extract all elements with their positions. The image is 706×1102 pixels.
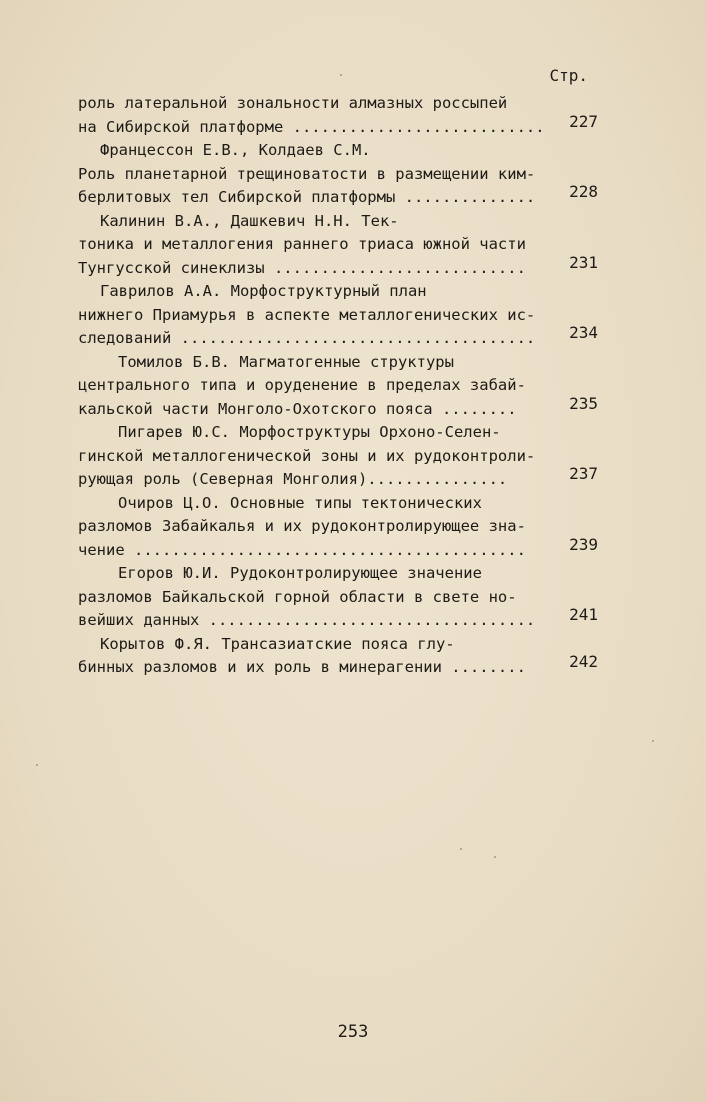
toc-line bbox=[78, 605, 598, 633]
page-column-header: Стр. bbox=[549, 66, 588, 85]
toc-entry-text: роль латеральной зональности алмазных россыпей bbox=[78, 94, 508, 112]
toc-page-number: 231 bbox=[569, 252, 598, 272]
toc-page-number: 234 bbox=[569, 323, 598, 342]
toc-line bbox=[78, 210, 598, 234]
toc-page-number: 227 bbox=[569, 111, 598, 131]
toc-entry-text: следований ...................................... bbox=[78, 329, 536, 347]
toc-line bbox=[78, 182, 598, 210]
toc-entry-text: тоника и металлогения раннего триаса южной части bbox=[78, 235, 526, 253]
toc-entry-text: Роль планетарной трещиноватости в размещении ким- bbox=[78, 164, 536, 183]
toc-entry-authors: Пигарев Ю.С. Морфоструктуры Орхоно-Селен- bbox=[118, 423, 501, 441]
toc-line bbox=[78, 586, 598, 610]
toc-line bbox=[78, 111, 598, 140]
toc-entry-text: Тунгусской синеклизы ........................... bbox=[78, 258, 526, 277]
toc-entry-text: кальской части Монголо-Охотского пояса ........ bbox=[78, 399, 517, 418]
toc-line bbox=[78, 492, 598, 516]
toc-page-number: 228 bbox=[569, 182, 598, 201]
toc-page-number: 242 bbox=[569, 652, 598, 671]
toc-entry-text: разломов Байкальской горной области в свете но- bbox=[78, 587, 517, 606]
toc-page-number: 235 bbox=[569, 393, 598, 413]
toc-line bbox=[78, 515, 598, 539]
toc-line bbox=[78, 393, 598, 422]
toc-line bbox=[78, 421, 598, 445]
toc-entry-text: рующая роль (Северная Монголия)............... bbox=[78, 470, 508, 488]
toc-line bbox=[78, 445, 598, 469]
toc-entry-text: нижнего Приамурья в аспекте металлогенических ис- bbox=[78, 305, 536, 324]
toc-line bbox=[78, 304, 598, 328]
toc-line bbox=[78, 280, 598, 304]
toc-page-number: 237 bbox=[569, 464, 598, 483]
toc-line bbox=[78, 534, 598, 563]
toc-line bbox=[78, 163, 598, 187]
toc-entry-text: центрального типа и оруденение в пределах забай- bbox=[78, 376, 526, 394]
toc-entry-authors: Калинин В.А., Дашкевич Н.Н. Тек- bbox=[100, 211, 399, 230]
toc-line bbox=[78, 652, 598, 680]
paper-speck bbox=[652, 740, 654, 742]
paper-speck bbox=[36, 764, 38, 766]
toc-line bbox=[78, 92, 598, 116]
toc-entry-authors: Томилов Б.В. Магматогенные структуры bbox=[118, 352, 454, 371]
toc-entry-text: бинных разломов и их роль в минерагении ........ bbox=[78, 658, 526, 676]
toc-entry-authors: Корытов Ф.Я. Трансазиатские пояса глу- bbox=[100, 634, 455, 653]
table-of-contents bbox=[78, 92, 598, 680]
toc-line bbox=[78, 351, 598, 375]
toc-entry-authors: Францессон Е.В., Колдаев С.М. bbox=[100, 141, 371, 159]
toc-line bbox=[78, 562, 598, 586]
toc-line bbox=[78, 374, 598, 398]
toc-entry-authors: Очиров Ц.О. Основные типы тектонических bbox=[118, 493, 482, 512]
toc-line bbox=[78, 252, 598, 281]
toc-page-number: 239 bbox=[569, 534, 598, 554]
toc-entry-text: чение .......................................... bbox=[78, 540, 526, 559]
toc-line bbox=[78, 464, 598, 492]
toc-line bbox=[78, 139, 598, 163]
toc-page-number: 241 bbox=[569, 605, 598, 624]
toc-entry-text: гинской металлогенической зоны и их рудоконтроли- bbox=[78, 446, 536, 465]
toc-entry-authors: Гаврилов А.А. Морфоструктурный план bbox=[100, 282, 427, 300]
toc-line bbox=[78, 233, 598, 257]
paper-speck bbox=[460, 848, 462, 850]
toc-entry-text: на Сибирской платформе ........................... bbox=[78, 117, 545, 136]
page-number: 253 bbox=[337, 1022, 369, 1042]
paper-speck bbox=[340, 74, 342, 76]
toc-line bbox=[78, 633, 598, 657]
toc-entry-text: разломов Забайкалья и их рудоконтролирующее зна- bbox=[78, 517, 526, 535]
paper-speck bbox=[494, 856, 496, 858]
toc-entry-text: вейших данных ................................... bbox=[78, 611, 536, 629]
toc-entry-authors: Егоров Ю.И. Рудоконтролирующее значение bbox=[118, 564, 482, 582]
toc-line bbox=[78, 323, 598, 351]
toc-entry-text: берлитовых тел Сибирской платформы .............. bbox=[78, 188, 536, 206]
